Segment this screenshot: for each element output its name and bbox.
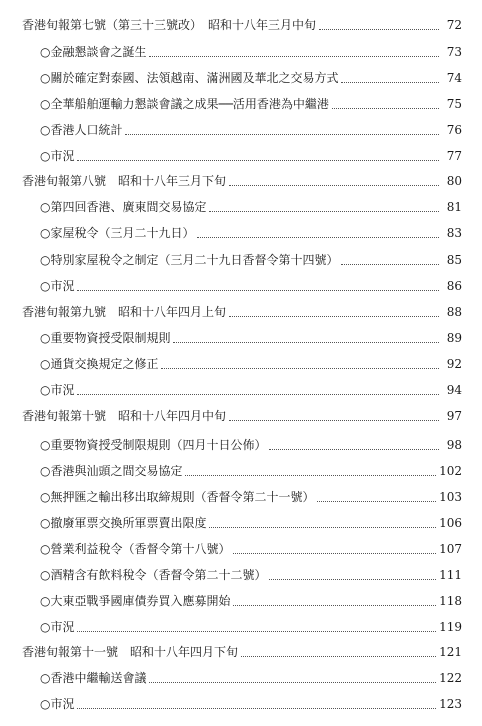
toc-page-number: 74 xyxy=(446,71,462,85)
toc-entry-title: ○市況 xyxy=(40,383,75,397)
toc-page-number: 86 xyxy=(446,279,462,293)
toc-section-entry xyxy=(22,169,462,189)
toc-entry-title: ○關於確定對泰國、法領越南、滿洲國及華北之交易方式 xyxy=(40,71,339,85)
dot-leader xyxy=(319,29,439,30)
toc-item-entry xyxy=(40,195,462,215)
toc-item-entry xyxy=(40,352,462,372)
toc-page-number: 118 xyxy=(439,594,462,608)
toc-entry-title: ○特別家屋稅令之制定（三月二十九日香督令第十四號） xyxy=(40,253,339,267)
toc-item-entry xyxy=(40,563,462,583)
toc-item-entry xyxy=(40,66,462,86)
dot-leader xyxy=(161,368,439,369)
toc-item-entry xyxy=(40,615,462,635)
toc-entry-title: ○市況 xyxy=(40,279,75,293)
toc-item-entry xyxy=(40,144,462,164)
toc-item-entry xyxy=(40,485,462,505)
dot-leader xyxy=(269,579,436,580)
toc-entry-title: ○撤廢軍票交換所軍票賣出限度 xyxy=(40,516,207,530)
toc-item-entry xyxy=(40,433,462,453)
toc-entry-title: ○香港與汕頭之間交易協定 xyxy=(40,464,183,478)
dot-leader xyxy=(197,237,439,238)
toc-page-number: 97 xyxy=(446,409,462,423)
dot-leader xyxy=(149,56,439,57)
toc-page-number: 73 xyxy=(446,45,462,59)
toc-entry-title: ○全華船舶運輸力懇談會議之成果──活用香港為中繼港 xyxy=(40,97,329,111)
dot-leader xyxy=(269,449,439,450)
toc-entry-title: ○第四回香港、廣東間交易協定 xyxy=(40,200,207,214)
toc-page-number: 76 xyxy=(446,123,462,137)
toc-section-entry xyxy=(22,640,462,660)
toc-entry-title: ○香港人口統計 xyxy=(40,123,123,137)
toc-entry-title: ○通貨交換規定之修正 xyxy=(40,357,159,371)
toc-section-entry xyxy=(22,13,462,33)
toc-section-entry xyxy=(22,300,462,320)
toc-item-entry xyxy=(40,92,462,112)
toc-page-number: 81 xyxy=(446,200,462,214)
toc-entry-title: ○重要物資授受限制規則 xyxy=(40,331,171,345)
dot-leader xyxy=(77,394,439,395)
toc-item-entry xyxy=(40,692,462,712)
toc-section-entry xyxy=(22,404,462,424)
dot-leader xyxy=(77,290,439,291)
toc-page-number: 98 xyxy=(446,438,462,452)
toc-entry-title: ○酒精含有飲料稅令（香督令第二十二號） xyxy=(40,568,267,582)
toc-entry-title: ○家屋稅令（三月二十九日） xyxy=(40,226,195,240)
toc-page-number: 89 xyxy=(446,331,462,345)
toc-page-number: 77 xyxy=(446,149,462,163)
dot-leader xyxy=(185,475,436,476)
dot-leader xyxy=(341,264,439,265)
toc-page-number: 75 xyxy=(446,97,462,111)
toc-item-entry xyxy=(40,511,462,531)
toc-item-entry xyxy=(40,118,462,138)
toc-entry-title: ○營業利益稅令（香督令第十八號） xyxy=(40,542,231,556)
dot-leader xyxy=(229,185,439,186)
dot-leader xyxy=(241,656,436,657)
toc-item-entry xyxy=(40,326,462,346)
toc-item-entry xyxy=(40,666,462,686)
toc-page-number: 72 xyxy=(446,18,462,32)
toc-item-entry xyxy=(40,40,462,60)
toc-page-number: 80 xyxy=(446,174,462,188)
toc-item-entry xyxy=(40,459,462,479)
dot-leader xyxy=(233,553,436,554)
toc-entry-title: 香港旬報第十一號 昭和十八年四月下旬 xyxy=(22,645,239,659)
toc-entry-title: 香港旬報第八號 昭和十八年三月下旬 xyxy=(22,174,227,188)
dot-leader xyxy=(233,605,436,606)
toc-page-number: 102 xyxy=(439,464,462,478)
dot-leader xyxy=(77,160,439,161)
toc-entry-title: ○大東亞戰爭國庫債券買入應募開始 xyxy=(40,594,231,608)
toc-item-entry xyxy=(40,221,462,241)
toc-page-number: 83 xyxy=(446,226,462,240)
toc-entry-title: ○市況 xyxy=(40,620,75,634)
toc-page-number: 85 xyxy=(446,253,462,267)
toc-page-number: 106 xyxy=(439,516,462,530)
toc-entry-title: 香港旬報第七號（第三十三號改） 昭和十八年三月中旬 xyxy=(22,18,317,32)
toc-entry-title: ○市況 xyxy=(40,149,75,163)
dot-leader xyxy=(209,527,436,528)
dot-leader xyxy=(317,501,436,502)
toc-entry-title: 香港旬報第十號 昭和十八年四月中旬 xyxy=(22,409,227,423)
toc-item-entry xyxy=(40,378,462,398)
dot-leader xyxy=(229,316,439,317)
toc-entry-title: ○無押匯之輸出移出取締規則（香督令第二十一號） xyxy=(40,490,315,504)
toc-page-number: 103 xyxy=(439,490,462,504)
dot-leader xyxy=(173,342,439,343)
toc-entry-title: ○重要物資授受制限規則（四月十日公佈） xyxy=(40,438,267,452)
toc-page-number: 121 xyxy=(439,645,462,659)
dot-leader xyxy=(229,420,439,421)
dot-leader xyxy=(77,631,436,632)
toc-page-number: 88 xyxy=(446,305,462,319)
toc-item-entry xyxy=(40,537,462,557)
toc-page-number: 111 xyxy=(439,568,462,582)
dot-leader xyxy=(125,134,439,135)
toc-page-number: 107 xyxy=(439,542,462,556)
dot-leader xyxy=(149,682,436,683)
dot-leader xyxy=(77,708,436,709)
toc-page-number: 92 xyxy=(446,357,462,371)
toc-entry-title: ○香港中繼輸送會議 xyxy=(40,671,147,685)
dot-leader xyxy=(209,211,439,212)
toc-page-number: 119 xyxy=(439,620,462,634)
toc-entry-title: ○市況 xyxy=(40,697,75,711)
toc-entry-title: 香港旬報第九號 昭和十八年四月上旬 xyxy=(22,305,227,319)
toc-item-entry xyxy=(40,274,462,294)
dot-leader xyxy=(332,108,439,109)
toc-entry-title: ○金融懇談會之誕生 xyxy=(40,45,147,59)
toc-item-entry xyxy=(40,589,462,609)
toc-page-number: 122 xyxy=(439,671,462,685)
toc-item-entry xyxy=(40,248,462,268)
toc-page-number: 94 xyxy=(446,383,462,397)
dot-leader xyxy=(341,82,439,83)
toc-page-number: 123 xyxy=(439,697,462,711)
